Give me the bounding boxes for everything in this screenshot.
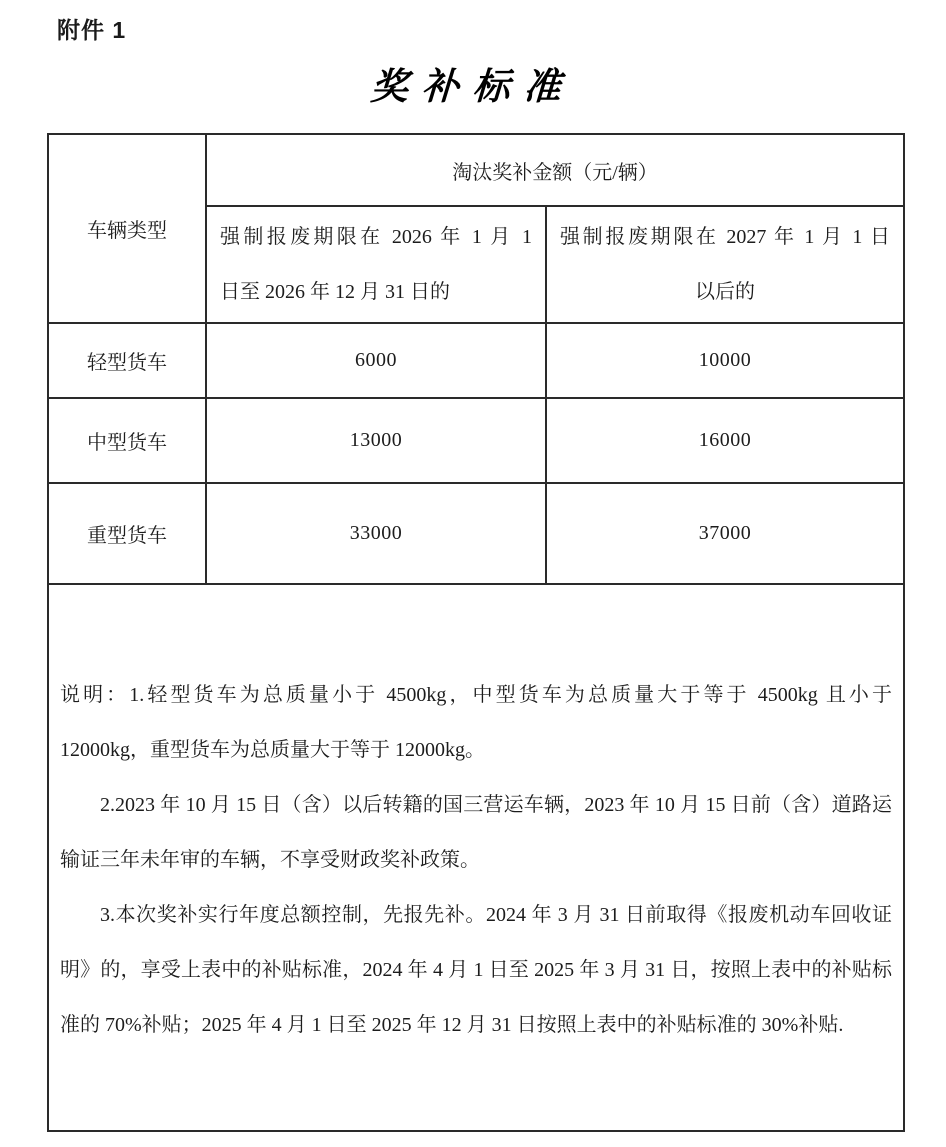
subheader-2026-line2: 日至 2026 年 12 月 31 日的 (220, 280, 450, 303)
note-paragraph-2: 2.2023 年 10 月 15 日（含）以后转籍的国三营运车辆，2023 年 10 月 15 日前（含）道路运输证三年未年审的车辆，不享受财政奖补政策。 (60, 793, 892, 871)
table-row-light-truck (48, 323, 904, 398)
subheader-2027-cell (546, 206, 904, 323)
subheader-2026-line1: 强制报废期限在 2026 年 1 月 1 (220, 225, 532, 248)
notes-cell (48, 584, 912, 1131)
subheader-2027-line2: 以后的 (695, 280, 755, 303)
subheader-2026-cell (206, 206, 546, 323)
amount-header-cell: 淘汰奖补金额（元/辆） (206, 134, 904, 206)
vehicle-type-medium: 中型货车 (48, 398, 206, 483)
subheader-2027-line1: 强制报废期限在 2027 年 1 月 1 日 (560, 225, 890, 248)
amount-heavy-2026: 33000 (206, 483, 546, 584)
vehicle-type-heavy: 重型货车 (48, 483, 206, 584)
vehicle-type-header-cell: 车辆类型 (48, 134, 206, 323)
amount-medium-2026: 13000 (206, 398, 546, 483)
amount-heavy-2027: 37000 (546, 483, 904, 584)
amount-light-2026: 6000 (206, 323, 546, 398)
table-row-heavy-truck (48, 483, 904, 584)
vehicle-type-light: 轻型货车 (48, 323, 206, 398)
attachment-label: 附件 1 (57, 17, 127, 43)
document-title: 奖补标准 (369, 67, 576, 108)
note-paragraph-1: 说明：1.轻型货车为总质量小于 4500kg，中型货车为总质量大于等于 4500kg 且小于 12000kg，重型货车为总质量大于等于 12000kg。 (60, 683, 912, 761)
table-header-row-1 (48, 134, 904, 206)
amount-light-2027: 10000 (546, 323, 904, 398)
note-paragraph-3: 3.本次奖补实行年度总额控制，先报先补。2024 年 3 月 31 日前取得《报废机动车回收证明》的，享受上表中的补贴标准，2024 年 4 月 1 日至 2025 年 3 月 31 日，按照上表中的补贴标准的 70%补贴；2025 年 4 月 1 日至 2025 年 12 月 31 日按照上表中的补贴标准的 30%补贴. (60, 903, 892, 1036)
table-notes-row (48, 584, 904, 1131)
amount-medium-2027: 16000 (546, 398, 904, 483)
table-row-medium-truck (48, 398, 904, 483)
subsidy-standards-table (47, 133, 912, 1132)
